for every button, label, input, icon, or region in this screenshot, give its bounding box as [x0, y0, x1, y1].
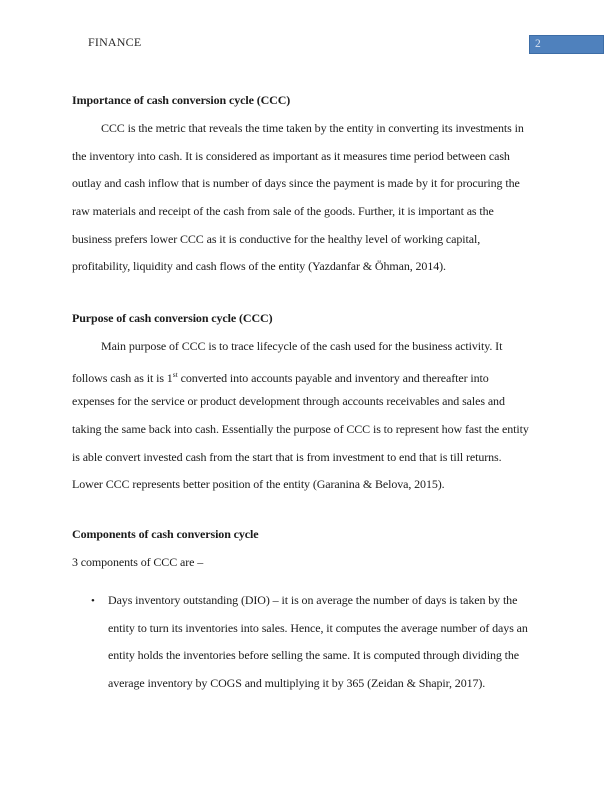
- intro-line: 3 components of CCC are –: [72, 555, 204, 569]
- paragraph-line: business prefers lower CCC as it is conductive for the healthy level of working capital,: [72, 231, 481, 246]
- section-importance-heading-block: [72, 87, 552, 115]
- paragraph-line: the inventory into cash. It is considered as important as it measures time period between cash: [72, 148, 510, 163]
- section-purpose-heading-block: [72, 305, 552, 333]
- section-components-heading-block: [72, 521, 552, 549]
- paragraph-line: expenses for the service or product development through accounts receivables and sales and: [72, 394, 505, 409]
- page-number-box: [529, 35, 604, 54]
- bullet-list: [72, 587, 552, 698]
- components-intro-block: [72, 549, 552, 577]
- paragraph-line: is able convert invested cash from the start that is from investment to end that is till returns.: [72, 449, 502, 464]
- heading-importance: Importance of cash conversion cycle (CCC): [72, 93, 291, 107]
- section-purpose-paragraph: [72, 333, 552, 499]
- line-text: converted into accounts payable and inventory and thereafter into: [177, 370, 489, 385]
- ordinal-superscript: st: [172, 369, 178, 379]
- heading-components: Components of cash conversion cycle: [72, 527, 259, 541]
- bullet-item-line: [72, 587, 552, 615]
- page-number: 2: [535, 37, 541, 50]
- bullet-item-line: average inventory by COGS and multiplying it by 365 (Zeidan & Shapir, 2017).: [108, 676, 486, 691]
- line-text: follows cash as it is 1: [72, 370, 173, 385]
- paragraph-line-with-superscript: [72, 361, 552, 389]
- paragraph-line: Main purpose of CCC is to trace lifecycle of the cash used for the business activity. It: [101, 339, 503, 353]
- paragraph-line: outlay and cash inflow that is number of days since the payment is made by it for procuring the: [72, 176, 520, 191]
- running-head: FINANCE: [88, 35, 142, 49]
- paragraph-line: raw materials and receipt of the cash from sale of the goods. Further, it is important as the: [72, 204, 494, 219]
- bullet-icon: •: [91, 595, 95, 607]
- paragraph-line: CCC is the metric that reveals the time taken by the entity in converting its investments in: [101, 121, 524, 135]
- paragraph-line: profitability, liquidity and cash flows of the entity (Yazdanfar & Öhman, 2014).: [72, 259, 446, 274]
- paragraph-line: taking the same back into cash. Essentially the purpose of CCC is to represent how fast the entity: [72, 422, 529, 437]
- bullet-item-line: entity to turn its inventories into sales. Hence, it computes the average number of days an: [108, 620, 528, 635]
- heading-purpose: Purpose of cash conversion cycle (CCC): [72, 311, 273, 325]
- paragraph-line: Lower CCC represents better position of the entity (Garanina & Belova, 2015).: [72, 477, 445, 492]
- bullet-item-line: entity holds the inventories before selling the same. It is computed through dividing the: [108, 648, 520, 663]
- section-importance-paragraph: [72, 115, 552, 281]
- bullet-text: Days inventory outstanding (DIO) – it is on average the number of days is taken by the: [108, 593, 518, 607]
